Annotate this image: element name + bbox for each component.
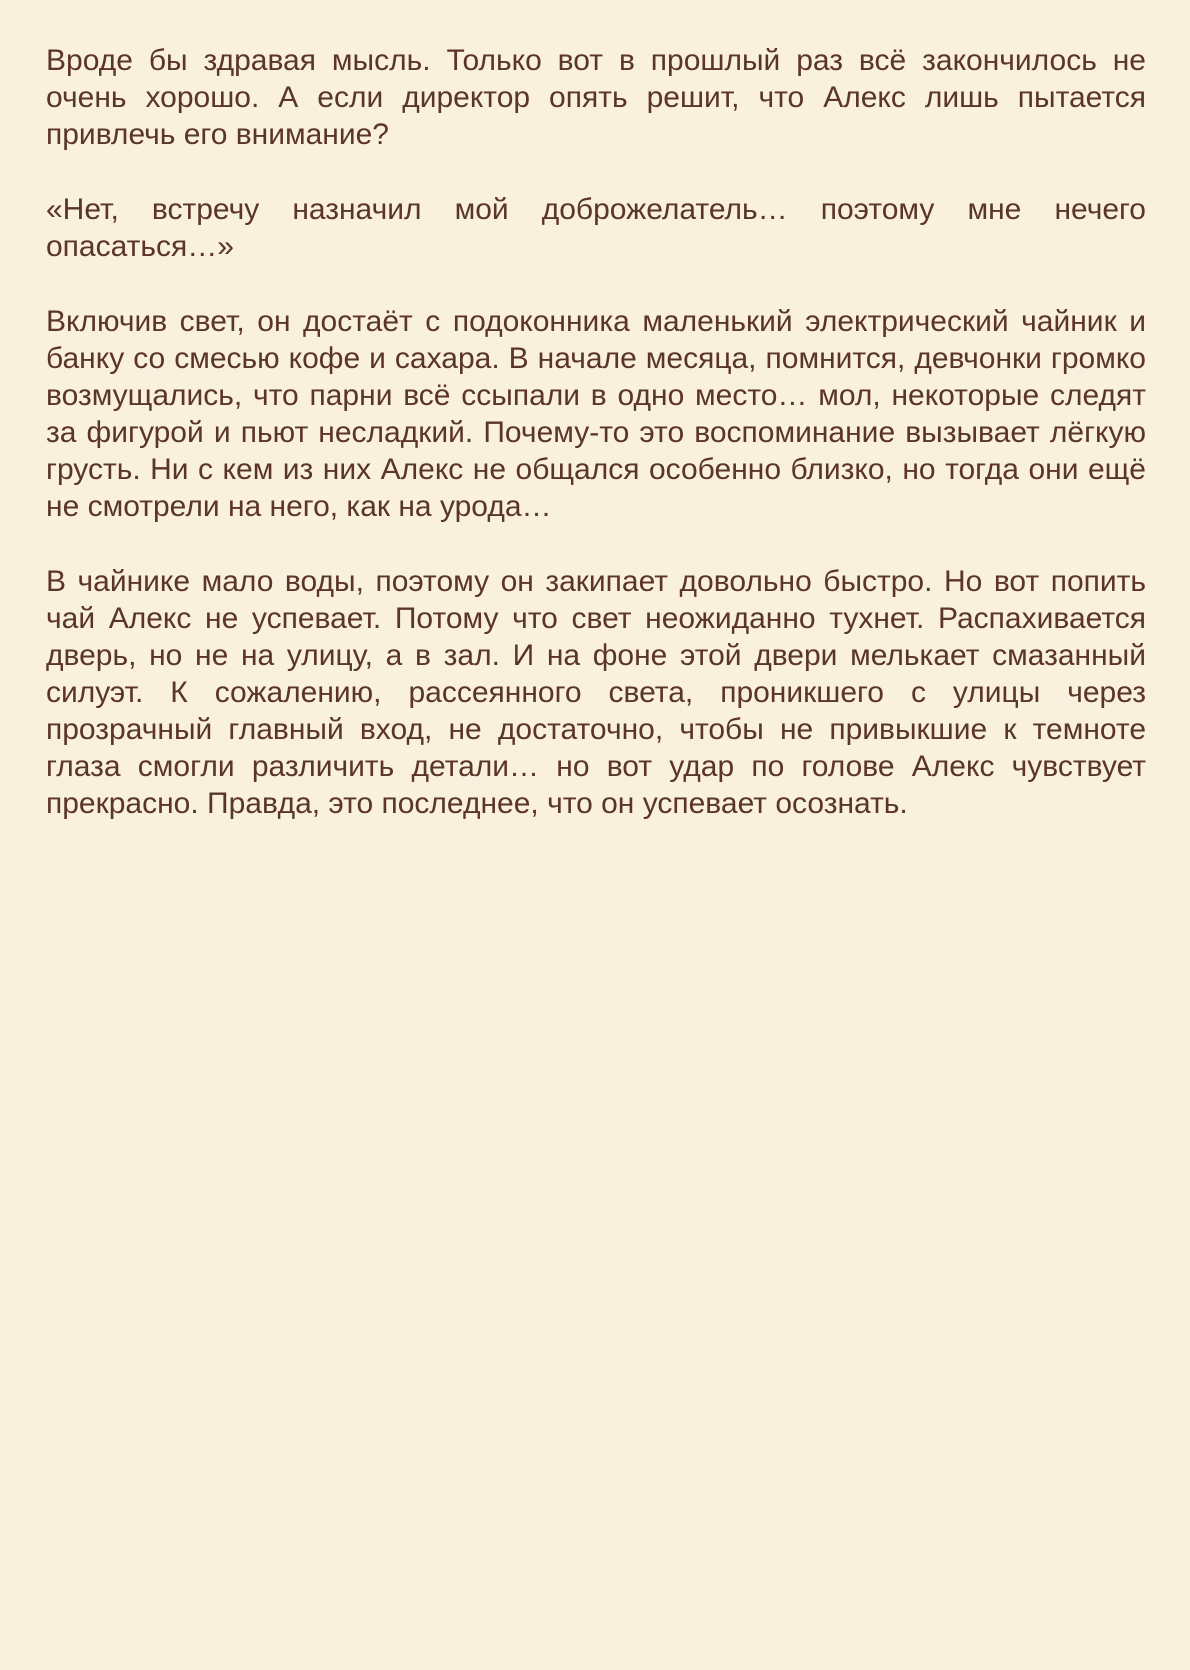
paragraph-2: «Нет, встречу назначил мой доброжелатель… поэтому мне нечего опасаться…» bbox=[46, 193, 1146, 263]
paragraph-4: В чайнике мало воды, поэтому он закипает довольно быстро. Но вот попить чай Алекс не успевает. Потому что свет неожиданно тухнет. Распахивается дверь, но не на улицу, а в зал. И на фоне этой двери мелькает смазанный силуэт. К сожалению, рассеянного света, проникшего с улицы через прозрачный главный вход, не достаточно, чтобы не привыкшие к темноте глаза смогли различить детали… но вот удар по голове Алекс чувствует прекрасно. Правда, это последнее, что он успевает осознать. bbox=[46, 565, 1146, 820]
paragraph-1: Вроде бы здравая мысль. Только вот в прошлый раз всё закончилось не очень хорошо. А если директор опять решит, что Алекс лишь пытается привлечь его внимание? bbox=[46, 44, 1146, 151]
paragraph-3: Включив свет, он достаёт с подоконника маленький электрический чайник и банку со смесью кофе и сахара. В начале месяца, помнится, девчонки громко возмущались, что парни всё ссыпали в одно место… мол, некоторые следят за фигурой и пьют несладкий. Почему-то это воспоминание вызывает лёгкую грусть. Ни с кем из них Алекс не общался особенно близко, но тогда они ещё не смотрели на него, как на урода… bbox=[46, 305, 1146, 523]
